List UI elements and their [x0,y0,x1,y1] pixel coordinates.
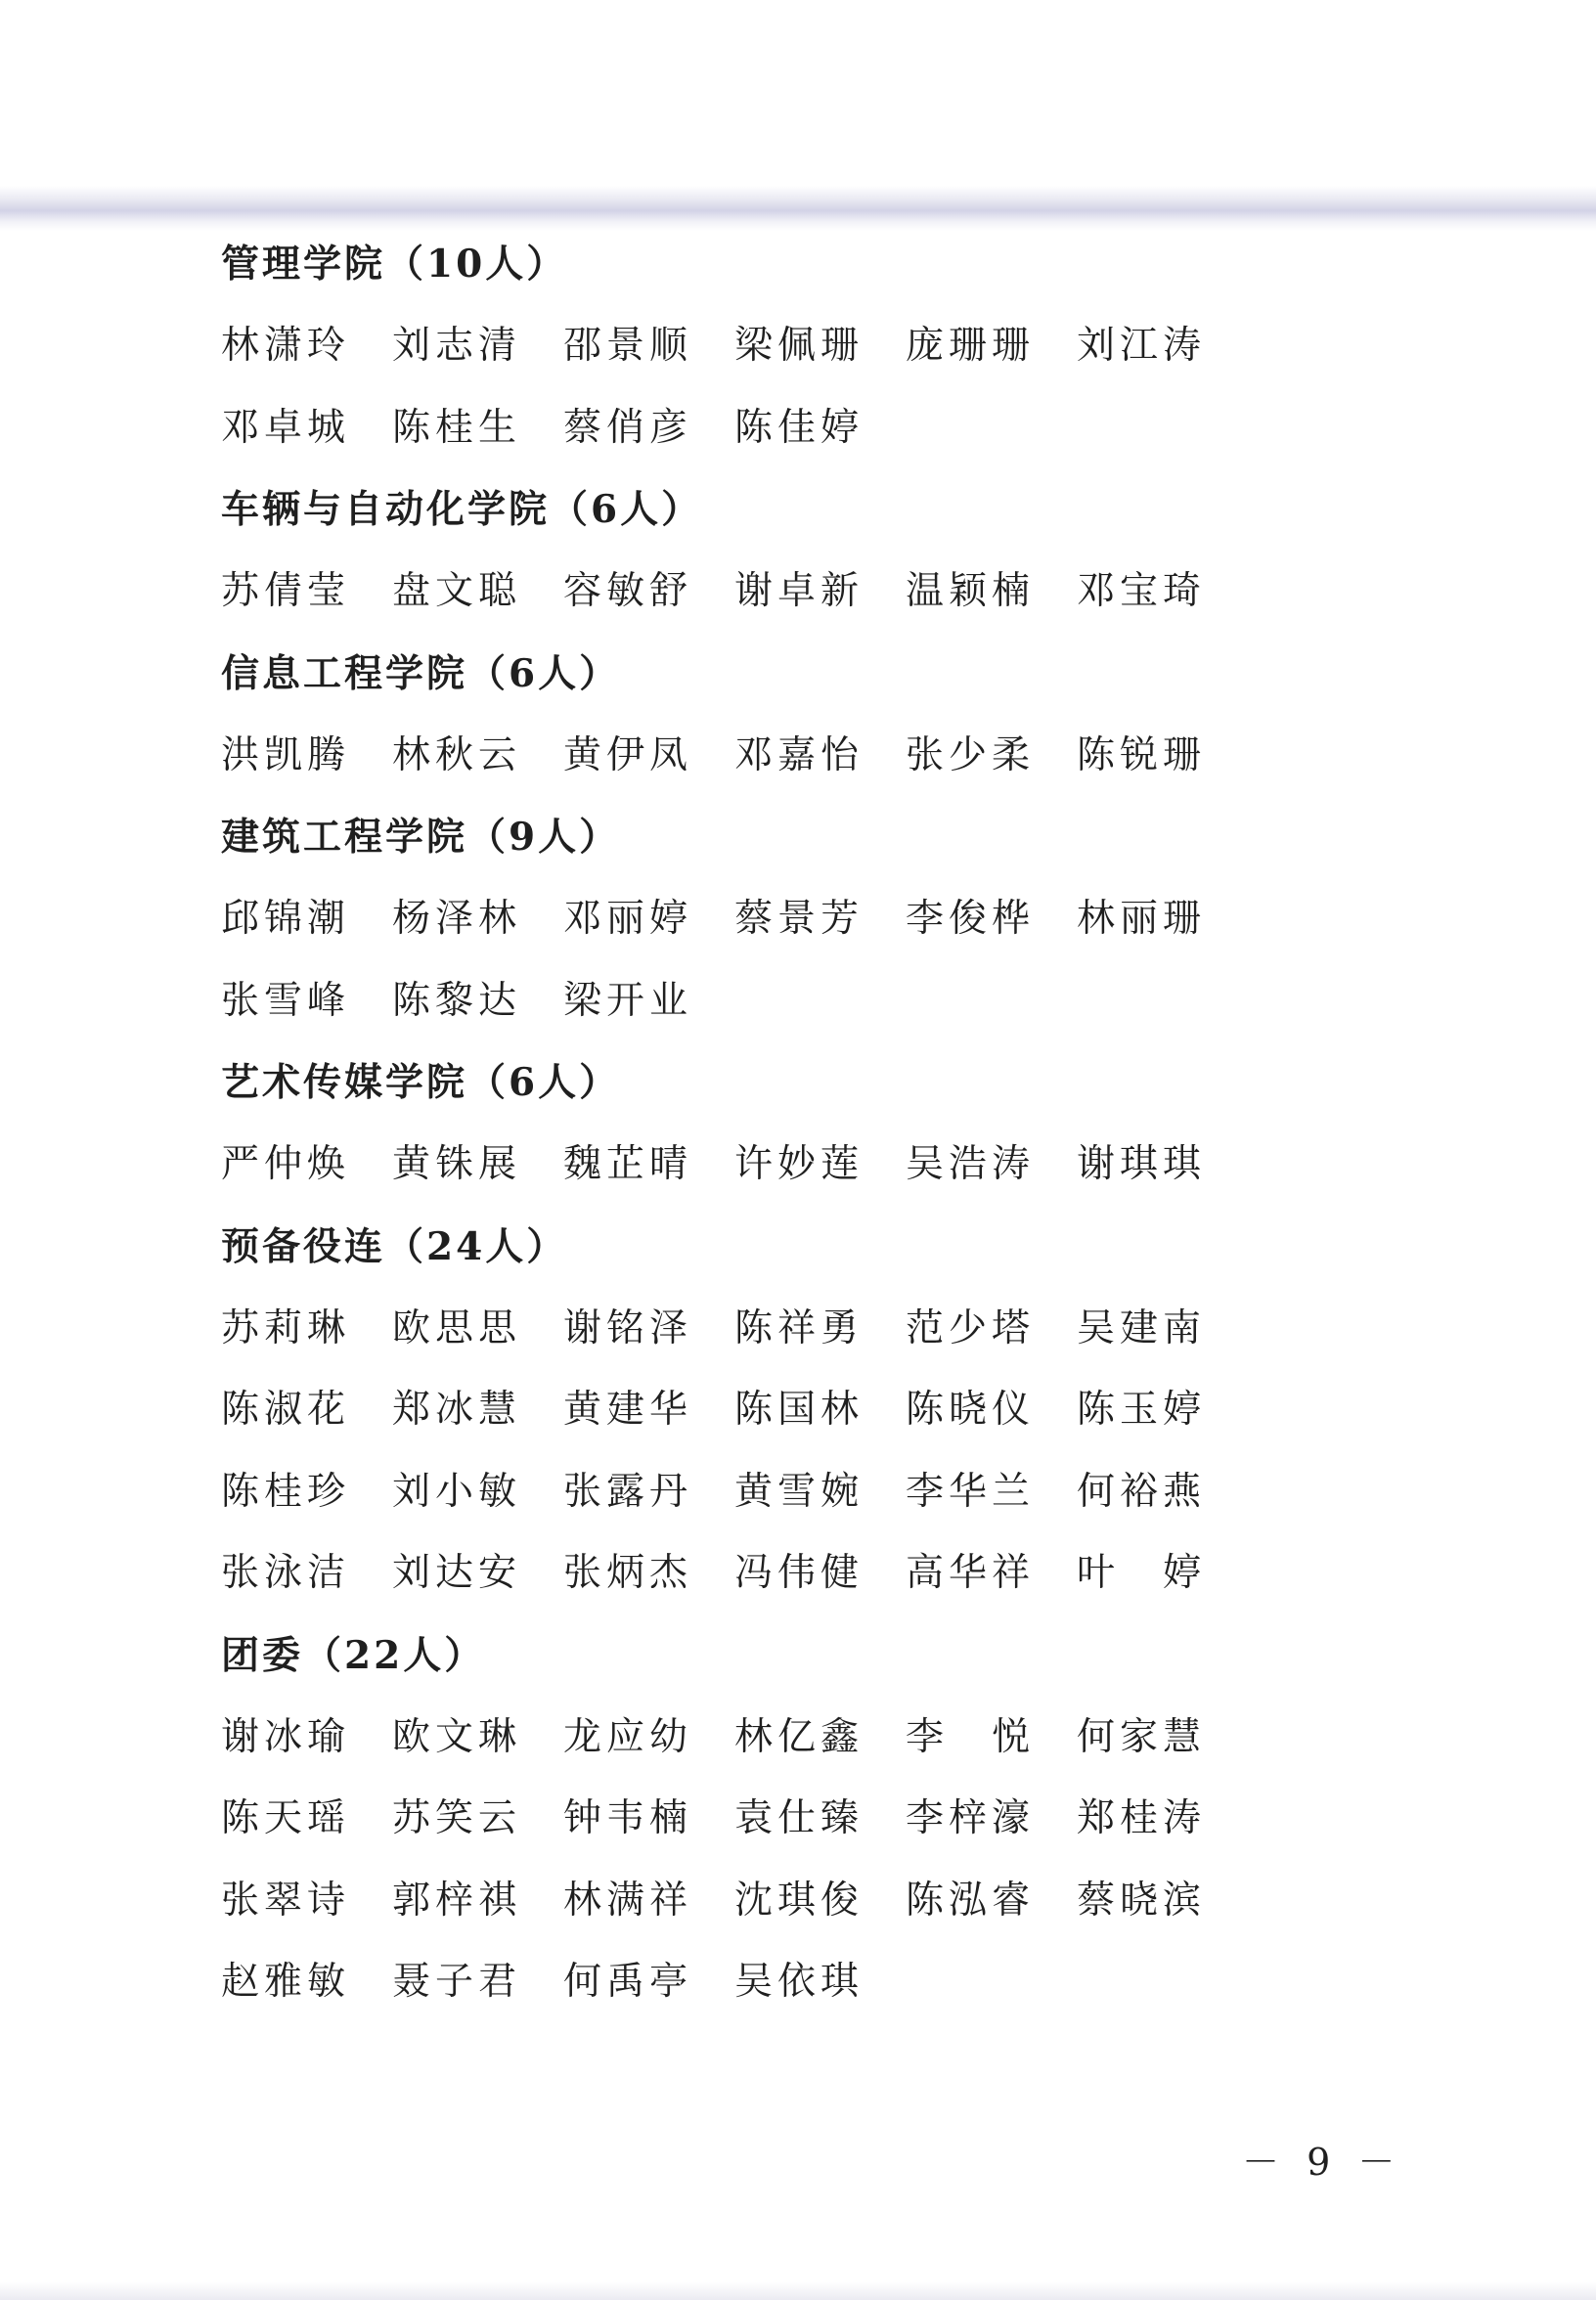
name-row [221,1941,1316,2023]
person-name: 黄雪婉 [734,1469,864,1514]
person-name: 陈祥勇 [734,1305,864,1350]
person-name: 刘江涛 [1077,324,1207,368]
person-name: 陈黎达 [392,978,522,1023]
name-row [221,1532,1316,1614]
person-name: 陈泓睿 [906,1878,1036,1923]
person-name: 谢卓新 [734,569,864,613]
person-name: 聂子君 [392,1960,522,2004]
person-name: 范少塔 [906,1305,1036,1350]
person-name: 邓嘉怡 [734,732,864,777]
person-name: 刘小敏 [392,1469,522,1514]
person-name: 郭梓祺 [392,1878,522,1923]
person-name: 吴依琪 [734,1960,864,2004]
person-name: 林丽珊 [1077,897,1207,941]
section-title: 预备役连（24人） [221,1223,568,1269]
person-name: 陈天瑶 [221,1796,351,1840]
person-name: 庞珊珊 [906,324,1036,368]
person-name: 欧思思 [392,1305,522,1350]
person-name: 魏芷晴 [563,1142,693,1186]
person-name: 谢琪琪 [1077,1142,1207,1186]
person-name: 林亿鑫 [734,1714,864,1759]
person-name: 谢冰瑜 [221,1714,351,1759]
person-name: 严仲焕 [221,1142,351,1186]
person-name: 林秋云 [392,732,522,777]
person-name: 梁佩珊 [734,324,864,368]
person-name: 刘达安 [392,1551,522,1595]
person-name: 沈琪俊 [734,1878,864,1923]
person-name: 许妙莲 [734,1142,864,1186]
section-title: 建筑工程学院（9人） [221,815,621,860]
section-title: 管理学院（10人） [221,242,568,287]
person-name: 龙应幼 [563,1714,693,1759]
name-row [221,715,1316,797]
name-row [221,551,1316,633]
person-name: 李 悦 [906,1714,1036,1759]
person-name: 张露丹 [563,1469,693,1514]
person-name: 邓宝琦 [1077,569,1207,613]
person-name: 陈锐珊 [1077,732,1207,777]
person-name: 容敏舒 [563,569,693,613]
person-name: 蔡晓滨 [1077,1878,1207,1923]
person-name: 张雪峰 [221,978,351,1023]
person-name: 张炳杰 [563,1551,693,1595]
person-name: 陈淑花 [221,1388,351,1432]
person-name: 叶 婷 [1077,1551,1207,1595]
person-name: 赵雅敏 [221,1960,351,2004]
person-name: 蔡景芳 [734,897,864,941]
person-name: 吴建南 [1077,1305,1207,1350]
person-name: 张少柔 [906,732,1036,777]
name-row [221,878,1316,960]
person-name: 蔡俏彦 [563,405,693,450]
person-name: 李梓濠 [906,1796,1036,1840]
person-name: 高华祥 [906,1551,1036,1595]
page-number: － 9 － [1242,2141,1403,2184]
name-row [221,960,1316,1042]
section-title: 团委（22人） [221,1632,486,1678]
name-row [221,1369,1316,1451]
person-name: 钟韦楠 [563,1796,693,1840]
person-name: 吴浩涛 [906,1142,1036,1186]
name-row [221,1288,1316,1370]
person-name: 李华兰 [906,1469,1036,1514]
person-name: 黄铢展 [392,1142,522,1186]
name-row [221,1124,1316,1206]
name-row [221,1860,1316,1942]
person-name: 陈桂生 [392,405,522,450]
section-title: 信息工程学院（6人） [221,650,621,696]
person-name: 邓丽婷 [563,897,693,941]
person-name: 黄建华 [563,1388,693,1432]
person-name: 陈国林 [734,1388,864,1432]
name-row [221,387,1316,469]
person-name: 林满祥 [563,1878,693,1923]
person-name: 林潇玲 [221,324,351,368]
person-name: 黄伊凤 [563,732,693,777]
person-name: 冯伟健 [734,1551,864,1595]
person-name: 何家慧 [1077,1714,1207,1759]
person-name: 陈玉婷 [1077,1388,1207,1432]
person-name: 邱锦潮 [221,897,351,941]
person-name: 邓卓城 [221,405,351,450]
person-name: 陈佳婷 [734,405,864,450]
scan-edge [0,2282,1596,2300]
person-name: 李俊桦 [906,897,1036,941]
person-name: 郑冰慧 [392,1388,522,1432]
person-name: 欧文琳 [392,1714,522,1759]
person-name: 邵景顺 [563,324,693,368]
person-name: 何禹亭 [563,1960,693,2004]
person-name: 梁开业 [563,978,693,1023]
name-row [221,1778,1316,1860]
person-name: 张泳洁 [221,1551,351,1595]
person-name: 洪凯腾 [221,732,351,777]
name-list [221,223,1316,2023]
section-title: 车辆与自动化学院（6人） [221,487,703,532]
person-name: 苏莉琳 [221,1305,351,1350]
person-name: 陈晓仪 [906,1388,1036,1432]
person-name: 谢铭泽 [563,1305,693,1350]
person-name: 苏倩莹 [221,569,351,613]
name-row [221,1697,1316,1779]
name-row [221,1451,1316,1533]
person-name: 苏笑云 [392,1796,522,1840]
person-name: 杨泽林 [392,897,522,941]
person-name: 温颖楠 [906,569,1036,613]
name-row [221,305,1316,387]
person-name: 盘文聪 [392,569,522,613]
person-name: 郑桂涛 [1077,1796,1207,1840]
person-name: 张翠诗 [221,1878,351,1923]
person-name: 刘志清 [392,324,522,368]
person-name: 陈桂珍 [221,1469,351,1514]
person-name: 袁仕臻 [734,1796,864,1840]
person-name: 何裕燕 [1077,1469,1207,1514]
section-title: 艺术传媒学院（6人） [221,1060,621,1105]
